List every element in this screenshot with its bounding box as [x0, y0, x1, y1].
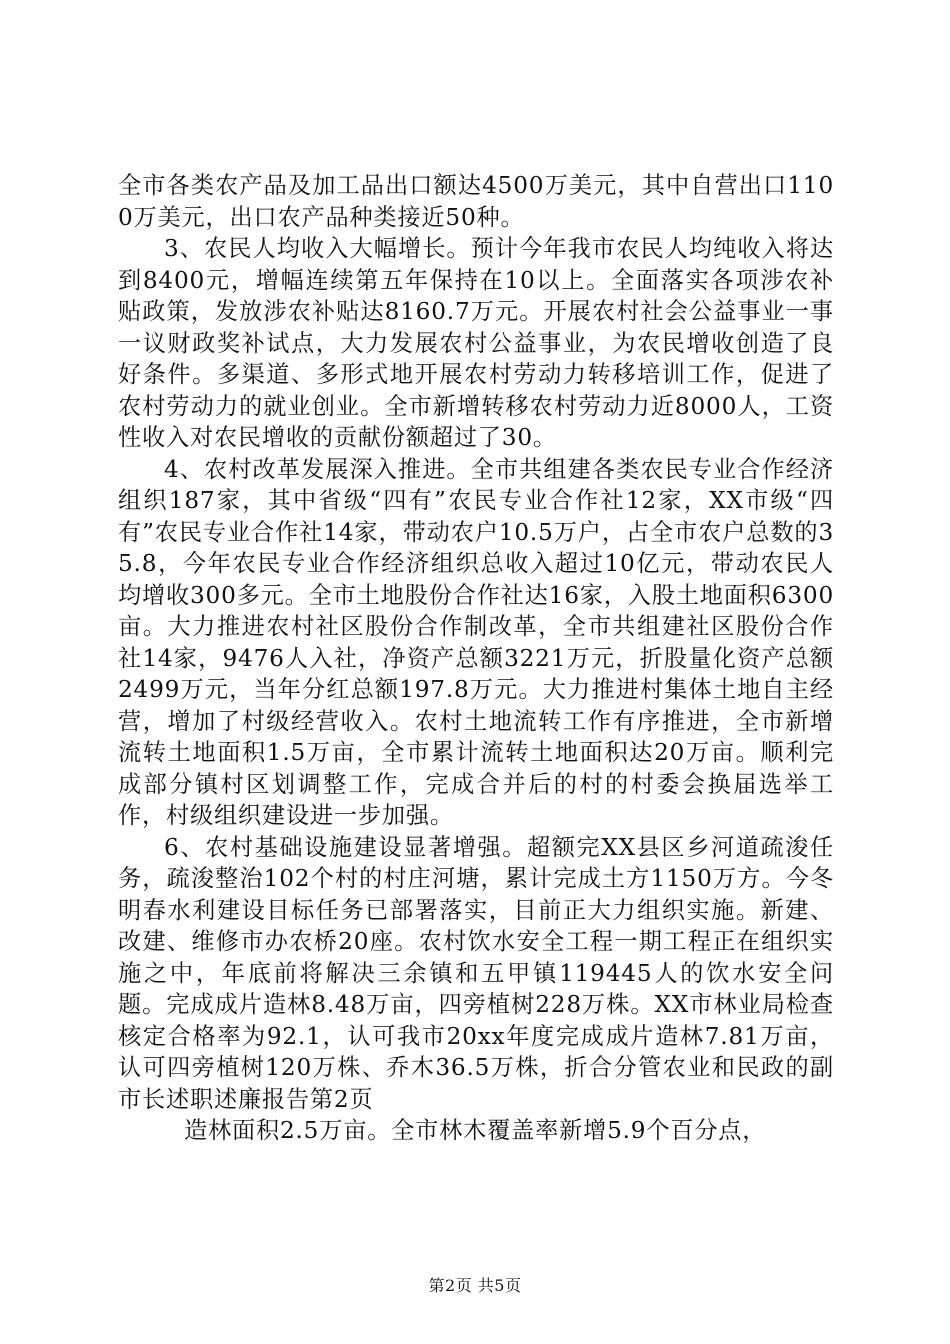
document-body [118, 170, 834, 1147]
paragraph-export: 全市各类农产品及加工品出口额达4500万美元，其中自营出口1100万美元，出口农产品种类接近50种。 [118, 172, 834, 231]
paragraph-forest-area: 造林面积2.5万亩。全市林木覆盖率新增5.9个百分点， [184, 1117, 767, 1144]
page-number-footer: 第2页 共5页 [428, 1276, 522, 1295]
paragraph-infrastructure: 6、农村基础设施建设显著增强。超额完XX县区乡河道疏浚任务，疏浚整治102个村的村庄河塘，累计完成土方1150万方。今冬明春水利建设目标任务已部署落实，目前正大力组织实施。新建、改建、维修市办农桥20座。农村饮水安全工程一期工程正在组织实施之中，年底前将解决三余镇和五甲镇119445人的饮水安全问题。完成成片造林8.48万亩，四旁植树228万株。XX市林业局检查核定合格率为92.1，认可我市20xx年度完成成片造林7.81万亩，认可四旁植树120万株、乔木36.5万株，折合分管农业和民政的副市长述职述廉报告第2页 [118, 833, 834, 1113]
paragraph-farmer-income: 3、农民人均收入大幅增长。预计今年我市农民人均纯收入将达到8400元，增幅连续第五年保持在10以上。全面落实各项涉农补贴政策，发放涉农补贴达8160.7万元。开展农村社会公益事业一事一议财政奖补试点，大力发展农村公益事业，为农民增收创造了良好条件。多渠道、多形式地开展农村劳动力转移培训工作，促进了农村劳动力的就业创业。全市新增转移农村劳动力近8000人，工资性收入对农民增收的贡献份额超过了30。 [118, 235, 834, 451]
paragraph-rural-reform: 4、农村改革发展深入推进。全市共组建各类农民专业合作经济组织187家，其中省级“四有”农民专业合作社12家，XX市级“四有”农民专业合作社14家，带动农户10.5万户，占全市农户总数的35.8，今年农民专业合作经济组织总收入超过10亿元，带动农民人均增收300多元。全市土地股份合作社达16家，入股土地面积6300亩。大力推进农村社区股份合作制改革，全市共组建社区股份合作社14家，9476人入社，净资产总额3221万元，折股量化资产总额2499万元，当年分红总额197.8万元。大力推进村集体土地自主经营，增加了村级经营收入。农村土地流转工作有序推进，全市新增流转土地面积1.5万亩，全市累计流转土地面积达20万亩。顺利完成部分镇村区划调整工作，完成合并后的村的村委会换届选举工作，村级组织建设进一步加强。 [118, 455, 834, 829]
